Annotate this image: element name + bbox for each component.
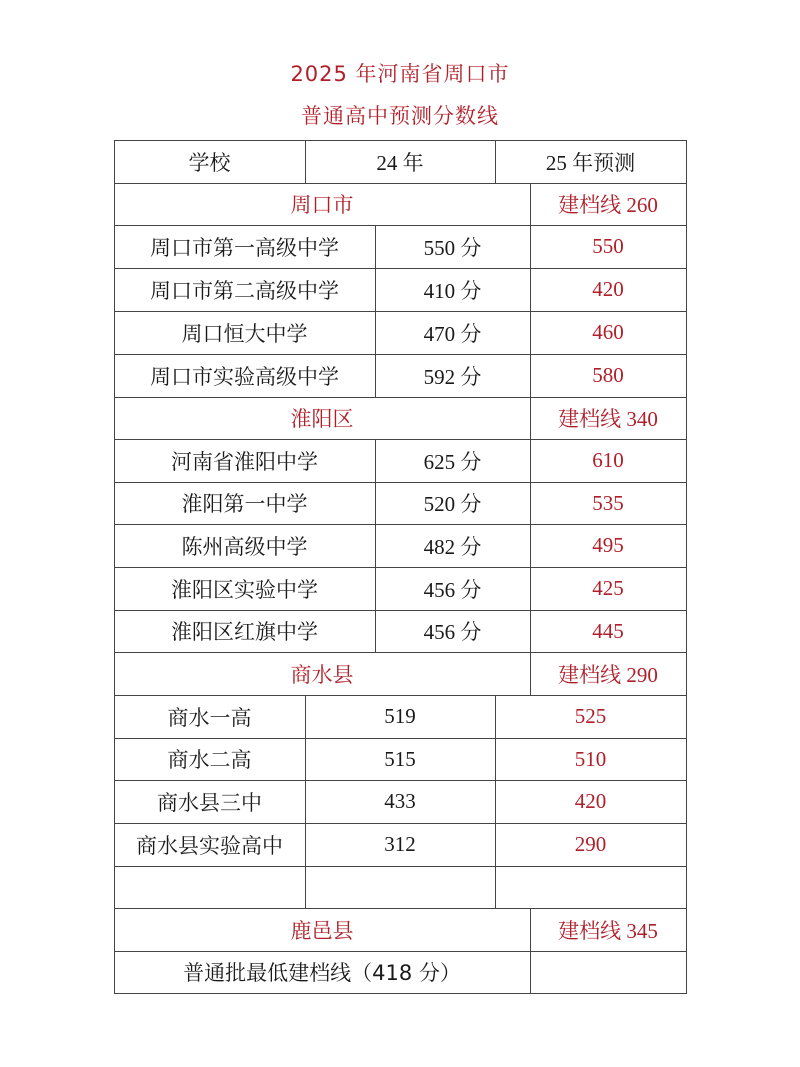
school-name: 商水二高 xyxy=(167,748,252,772)
score-25: 535 xyxy=(592,490,624,515)
score-24: 456 分 xyxy=(423,577,482,602)
page-subtitle: 普通高中预测分数线 xyxy=(301,104,499,128)
header-24: 24 年 xyxy=(376,150,424,175)
page-title: 2025 年河南省周口市 xyxy=(290,62,510,86)
section-name: 淮阳区 xyxy=(290,407,354,431)
score-25: 445 xyxy=(592,618,624,643)
school-name: 淮阳区实验中学 xyxy=(171,577,318,602)
school-name: 商水一高 xyxy=(167,705,252,730)
header-25: 25 年预测 xyxy=(545,150,636,175)
score-24: 550 分 xyxy=(423,235,482,260)
section-name: 鹿邑县 xyxy=(290,918,354,943)
school-name: 周口市第二高级中学 xyxy=(150,278,339,303)
score-25: 460 xyxy=(592,320,624,344)
score-24: 519 xyxy=(384,704,416,728)
school-name: 商水县实验高中 xyxy=(136,833,283,858)
school-name: 淮阳第一中学 xyxy=(181,492,308,516)
school-name: 商水县三中 xyxy=(157,790,262,815)
score-25: 425 xyxy=(592,576,624,600)
score-24: 433 xyxy=(384,789,416,813)
section-note: 普通批最低建档线（418 分） xyxy=(183,961,461,985)
score-25: 420 xyxy=(574,789,607,813)
section-baseline: 建档线 260 xyxy=(558,193,658,217)
score-25: 290 xyxy=(574,832,607,856)
score-25: 580 xyxy=(592,363,624,387)
school-name: 陈州高级中学 xyxy=(181,534,308,559)
school-name: 周口市实验高级中学 xyxy=(150,364,339,389)
section-baseline: 建档线 290 xyxy=(558,662,658,687)
section-name: 商水县 xyxy=(290,662,354,687)
school-name: 周口恒大中学 xyxy=(181,321,308,346)
header-school: 学校 xyxy=(188,150,231,175)
score-25: 420 xyxy=(592,277,624,301)
school-name: 河南省淮阳中学 xyxy=(171,449,318,474)
score-25: 610 xyxy=(592,448,624,472)
section-baseline: 建档线 340 xyxy=(558,407,658,431)
section-baseline: 建档线 345 xyxy=(558,918,658,943)
score-24: 456 分 xyxy=(423,620,482,644)
school-name: 周口市第一高级中学 xyxy=(150,235,339,260)
score-24: 470 分 xyxy=(423,321,482,346)
score-24: 625 分 xyxy=(423,449,482,474)
score-24: 312 xyxy=(384,832,416,856)
score-24: 515 xyxy=(384,746,416,771)
score-24: 482 分 xyxy=(423,534,482,559)
score-25: 525 xyxy=(574,704,607,728)
score-25: 495 xyxy=(592,533,624,557)
score-24: 520 分 xyxy=(423,492,482,516)
score-24: 410 分 xyxy=(423,278,482,303)
score-25: 550 xyxy=(592,234,624,258)
score-25: 510 xyxy=(574,746,607,771)
school-name: 淮阳区红旗中学 xyxy=(171,620,318,644)
score-24: 592 分 xyxy=(423,364,482,389)
section-name: 周口市 xyxy=(290,193,354,217)
